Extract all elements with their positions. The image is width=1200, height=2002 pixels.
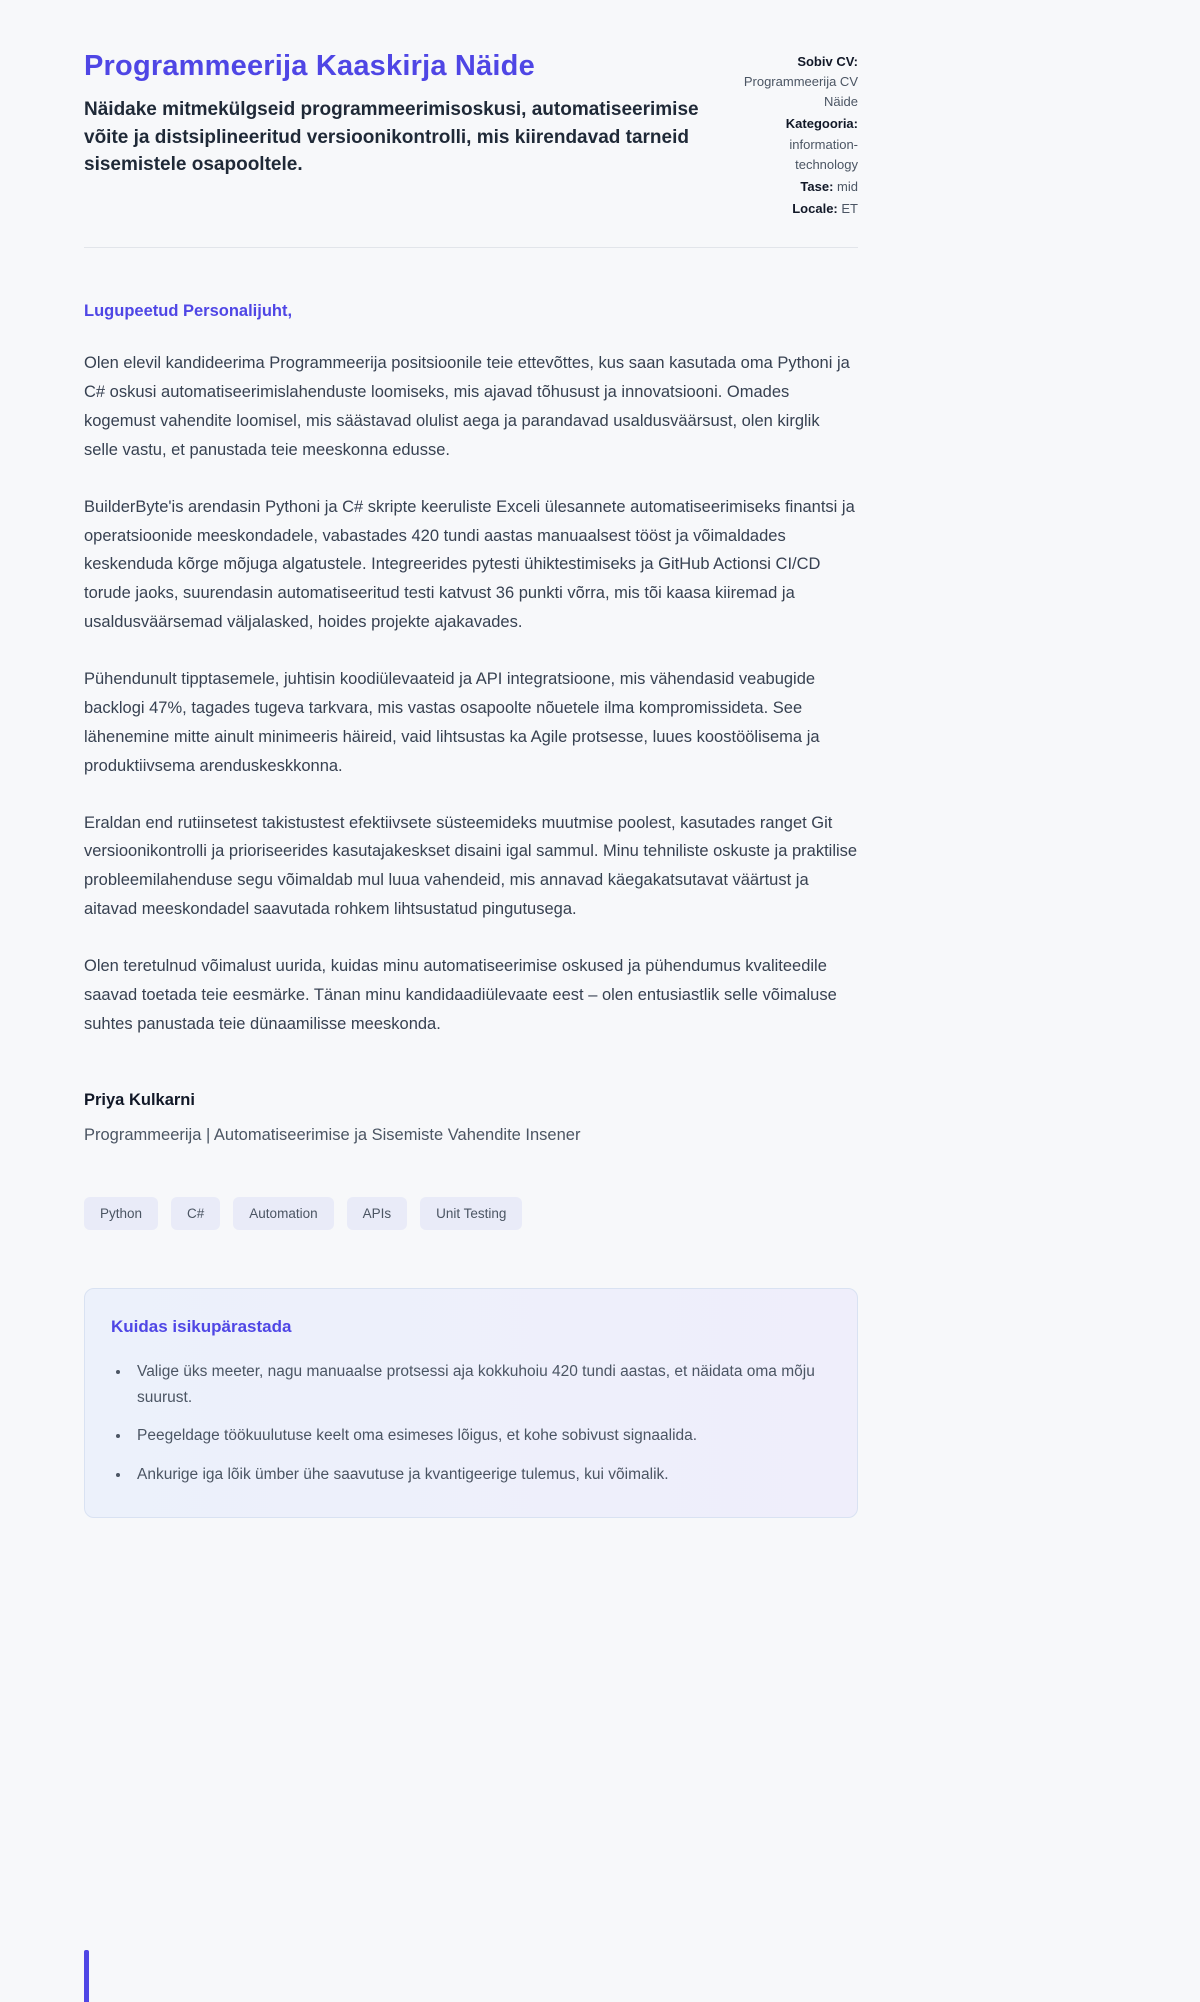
header-title-block bbox=[84, 48, 709, 178]
meta-value: Programmeerija CV Näide bbox=[743, 74, 858, 110]
letter-paragraph: BuilderByte'is arendasin Pythoni ja C# skripte keeruliste Exceli ülesannete automatiseerimiseks finantsi ja operatsioonide meeskondadele, vabastades 420 tundi aastas manuaalsest tööst ja võimaldades keskenduda kõrge mõjuga algatustele. Integreerides pytesti ühiktestimiseks ja GitHub Actionsi CI/CD torude jaoks, suurendasin automatiseeritud testi katvust 36 punkti võrra, mis tõi kaasa kiiremad ja usaldusväärsemad väljalasked, hoides projekte ajakavades. bbox=[84, 497, 855, 632]
callout-bullet: • Valige üks meeter, nagu manuaalse protsessi aja kokkuhoiu 420 tundi aastas, et näidata oma mõju suurust. bbox=[131, 1359, 827, 1410]
letter-greeting: Lugupeetud Personalijuht, bbox=[84, 302, 293, 321]
letter-paragraph: Olen teretulnud võimalust uurida, kuidas minu automatiseerimise oskused ja pühendumus kvaliteedile saavad toetada teie eesmärke. Tänan minu kandidaadiülevaate eest – olen entusiastlik selle võimaluse suhtes panustada teie dünaamilisse meeskonda. bbox=[84, 957, 837, 1033]
next-section-accent-bar bbox=[84, 1950, 89, 2002]
meta-value: mid bbox=[837, 178, 858, 194]
meta-panel bbox=[732, 48, 858, 221]
meta-item-level bbox=[732, 177, 858, 197]
signature-name: Priya Kulkarni bbox=[84, 1090, 195, 1109]
content-container bbox=[84, 0, 858, 1518]
meta-label: Tase: bbox=[800, 178, 834, 194]
callout-bullet: • Peegeldage töökuulutuse keelt oma esimeses lõigus, et kohe sobivust signaalida. bbox=[131, 1423, 827, 1449]
signature-role: Programmeerija | Automatiseerimise ja Sisemiste Vahendite Insener bbox=[84, 1125, 581, 1144]
skill-tag-apis[interactable]: APIs bbox=[347, 1197, 408, 1231]
page-subtitle: Näidake mitmekülgseid programmeerimisoskusi, automatiseerimise võite ja distsiplineeritud versioonikontrolli, mis kiirendavad tarneid sisemistele osapooltele. bbox=[84, 99, 699, 175]
skill-tag-automation[interactable]: Automation bbox=[233, 1197, 333, 1231]
skill-tag-list bbox=[84, 1197, 858, 1231]
meta-label: Locale: bbox=[792, 200, 838, 216]
letter-paragraph: Olen elevil kandideerima Programmeerija positsioonile teie ettevõttes, kus saan kasutada oma Pythoni ja C# oskusi automatiseerimislahenduste loomiseks, mis ajavad tõhusust ja innovatsiooni. Omades kogemust vahendite loomisel, mis säästavad olulist aega ja parandavad usaldusväärsust, olen kirglik selle vastu, et panustada teie meeskonna edusse. bbox=[84, 354, 850, 459]
skill-tag-csharp[interactable]: C# bbox=[171, 1197, 220, 1231]
meta-label: Sobiv CV: bbox=[797, 54, 858, 69]
page-title: Programmeerija Kaaskirja Näide bbox=[84, 50, 535, 82]
callout-title: Kuidas isikupärastada bbox=[111, 1317, 292, 1337]
letter-paragraph: Eraldan end rutiinsetest takistustest efektiivsete süsteemideks muutmise poolest, kasutades ranget Git versioonikontrolli ja prioriseerides kasutajakeskset disaini igal sammul. Minu tehniliste oskuste ja praktilise probleemilahenduse segu võimaldab mul luua vahendeid, mis annavad käegakatsutavat väärtust ja aitavad meeskondadel saavutada rohkem lihtsustatud pingutusega. bbox=[84, 813, 858, 919]
meta-label: Kategooria: bbox=[785, 116, 858, 132]
cover-letter-body bbox=[84, 302, 858, 1145]
skill-tag-python[interactable]: Python bbox=[84, 1197, 158, 1231]
meta-item-category bbox=[732, 114, 858, 174]
meta-value: ET bbox=[841, 200, 858, 216]
skill-tag-unit-testing[interactable]: Unit Testing bbox=[420, 1197, 522, 1231]
personalization-callout bbox=[84, 1288, 858, 1518]
header bbox=[84, 48, 858, 221]
letter-paragraph: Pühendunult tipptasemele, juhtisin koodiülevaateid ja API integratsioone, mis vähendasid veabugide backlogi 47%, tagades tugeva tarkvara, mis vastas osapoolte nõuetele ilma kompromissideta. See lähenemine mitte ainult minimeeris häireid, vaid lihtsustas ka Agile protsesse, luues koostöölisema ja produktiivsema arenduskeskkonna. bbox=[84, 670, 820, 775]
meta-item-locale bbox=[732, 199, 858, 219]
header-divider bbox=[84, 247, 858, 248]
callout-bullet: • Ankurige iga lõik ümber ühe saavutuse ja kvantigeerige tulemus, kui võimalik. bbox=[131, 1462, 827, 1488]
meta-value: information-technology bbox=[789, 136, 858, 172]
meta-item-matching-cv bbox=[732, 52, 858, 112]
callout-bullet-list bbox=[111, 1359, 827, 1487]
